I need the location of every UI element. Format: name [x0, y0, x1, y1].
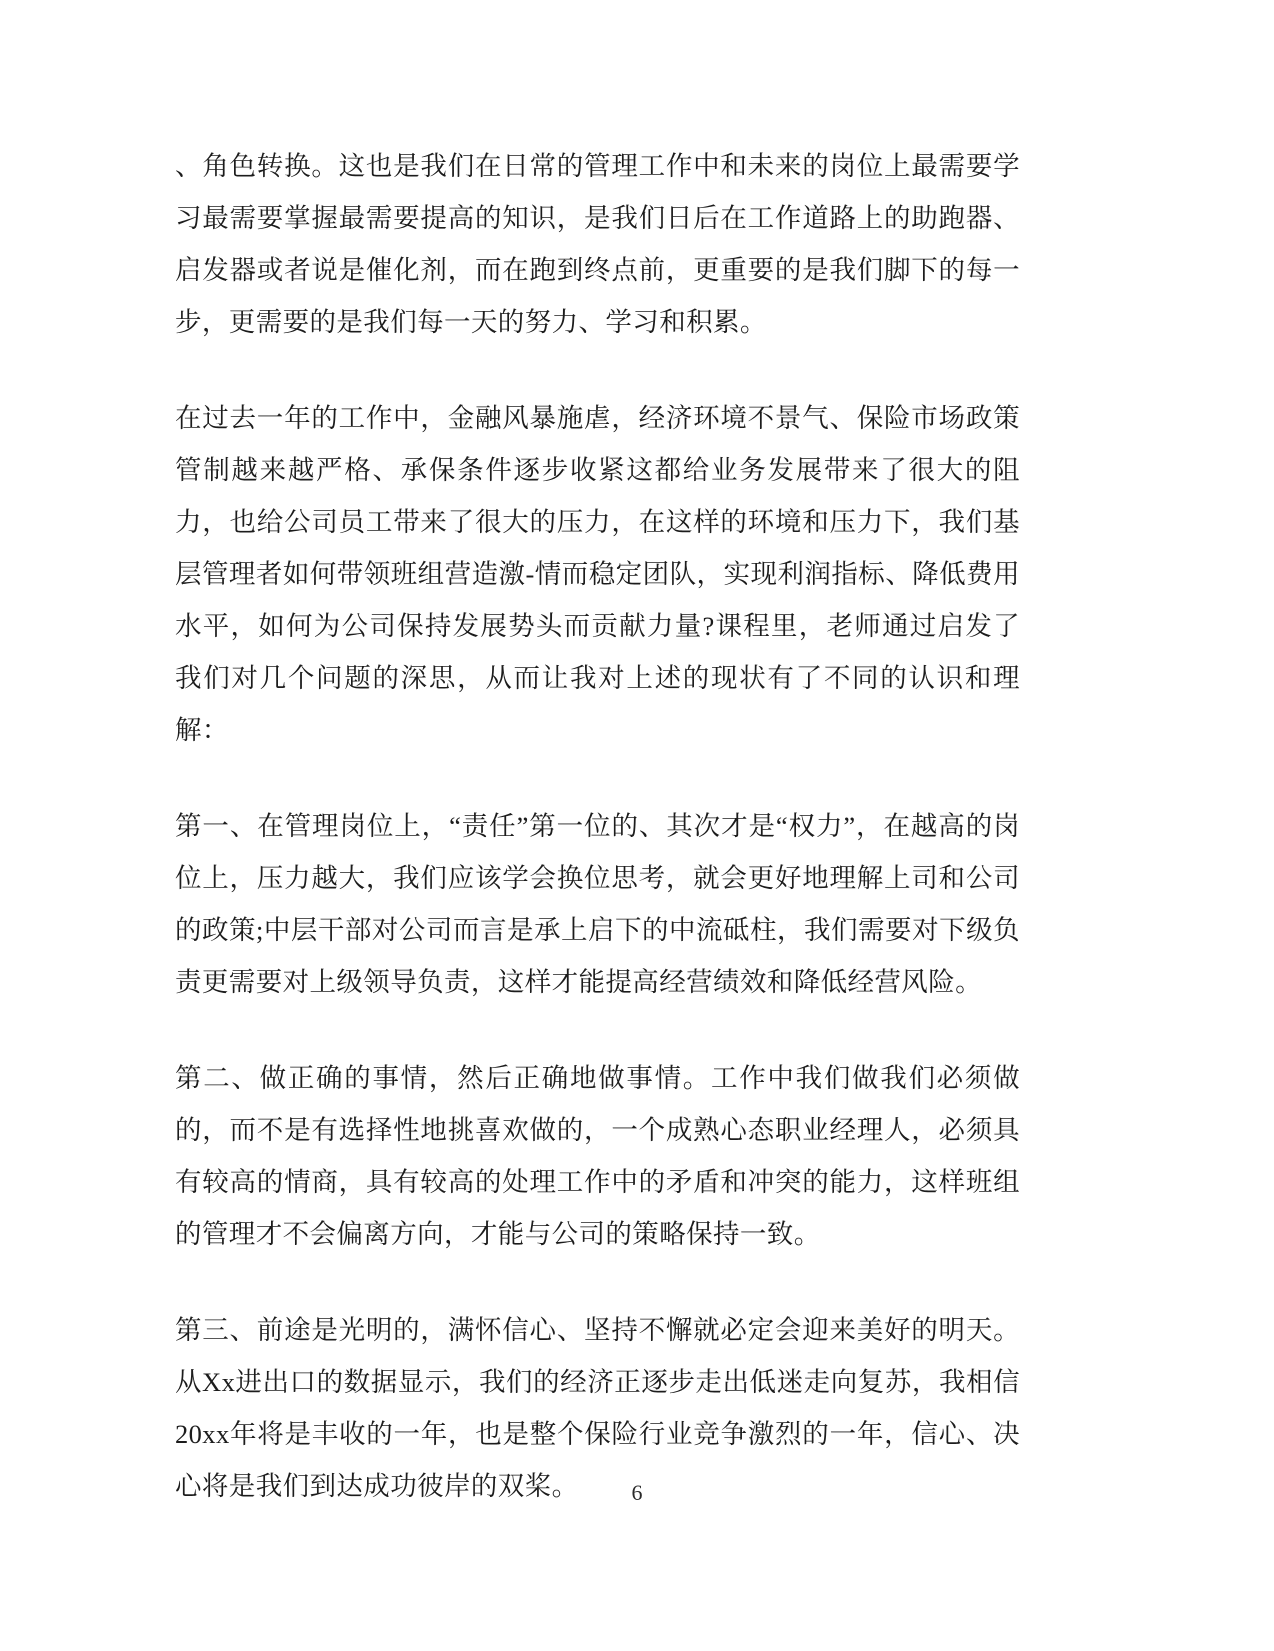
paragraph: 在过去一年的工作中，金融风暴施虐，经济环境不景气、保险市场政策管制越来越严格、承保条件逐步收紧这都给业务发展带来了很大的阻力，也给公司员工带来了很大的压力，在这样的环境和压力下，我们基层管理者如何带领班组营造激-情而稳定团队，实现利润指标、降低费用水平，如何为公司保持发展势头而贡献力量?课程里，老师通过启发了我们对几个问题的深思，从而让我对上述的现状有了不同的认识和理解：	[175, 403, 1020, 745]
paragraph: 第三、前途是光明的，满怀信心、坚持不懈就必定会迎来美好的明天。从Xx进出口的数据显示，我们的经济正逐步走出低迷走向复苏，我相信20xx年将是丰收的一年，也是整个保险行业竞争激烈的一年，信心、决心将是我们到达成功彼岸的双桨。	[175, 1315, 1020, 1501]
page-number: 6	[631, 1480, 643, 1505]
paragraph: 第一、在管理岗位上，“责任”第一位的、其次才是“权力”，在越高的岗位上，压力越大，我们应该学会换位思考，就会更好地理解上司和公司的政策;中层干部对公司而言是承上启下的中流砥柱，我们需要对下级负责更需要对上级领导负责，这样才能提高经营绩效和降低经营风险。	[175, 811, 1020, 997]
paragraph: 第二、做正确的事情，然后正确地做事情。工作中我们做我们必须做的，而不是有选择性地挑喜欢做的，一个成熟心态职业经理人，必须具有较高的情商，具有较高的处理工作中的矛盾和冲突的能力，这样班组的管理才不会偏离方向，才能与公司的策略保持一致。	[175, 1063, 1020, 1249]
document-body	[175, 140, 1020, 1512]
paragraph: 、角色转换。这也是我们在日常的管理工作中和未来的岗位上最需要学习最需要掌握最需要提高的知识，是我们日后在工作道路上的助跑器、启发器或者说是催化剂，而在跑到终点前，更重要的是我们脚下的每一步，更需要的是我们每一天的努力、学习和积累。	[175, 151, 1020, 337]
